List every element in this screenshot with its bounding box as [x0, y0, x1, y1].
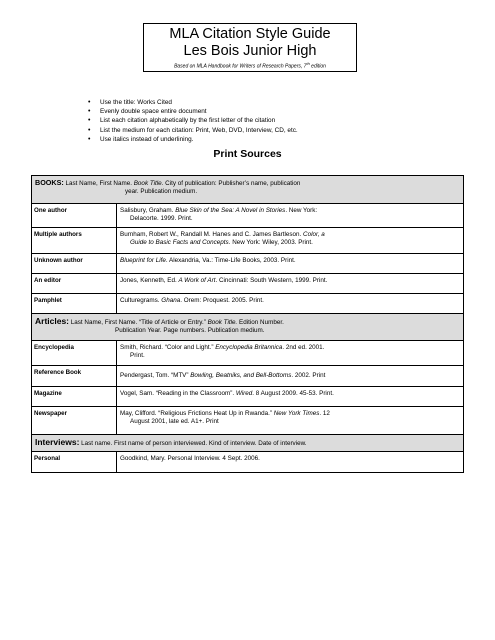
table-row: Personal Goodkind, Mary. Personal Interview. 4 Sept. 2006. [32, 452, 463, 472]
table-row: One author Salisbury, Graham. Blue Skin of the Sea: A Novel in Stories. New York: Delacorte. 1999. Print. [32, 204, 463, 228]
title-box [143, 23, 357, 72]
table-row: Reference Book Pendergast, Tom. “MTV” Bowling, Beatniks, and Bell-Bottoms. 2002. Print [32, 366, 463, 387]
table-row: Multiple authors Burnham, Robert W., Randall M. Hanes and C. James Bartleson. Color, a Guide to Basic Facts and Concepts. New York: Wiley, 2003. Print. [32, 228, 463, 254]
guideline-list [88, 98, 298, 144]
table-row: An editor Jones, Kenneth, Ed. A Work of Art. Cincinnati: South Western, 1999. Print. [32, 274, 463, 294]
list-item: • Use italics instead of underlining. [88, 135, 298, 144]
table-row: Magazine Vogel, Sam. “Reading in the Classroom”. Wired. 8 August 2009. 45-53. Print. [32, 387, 463, 407]
school-name: Les Bois Junior High [183, 43, 317, 59]
citation-table [31, 175, 464, 473]
doc-subtitle: Based on MLA Handbook for Writers of Research Papers, 7th edition [174, 61, 326, 70]
list-item: • List each citation alphabetically by the first letter of the citation [88, 116, 298, 125]
interviews-header: Interviews: Last name. First name of person interviewed. Kind of interview. Date of interview. [32, 435, 463, 452]
table-row: Unknown author Blueprint for Life. Alexandria, Va.: Time-Life Books, 2003. Print. [32, 254, 463, 274]
table-row: Encyclopedia Smith, Richard. “Color and Light.” Encyclopedia Britannica. 2nd ed. 2001. Print. [32, 341, 463, 366]
books-header: BOOKS: Last Name, First Name. Book Title. City of publication: Publisher’s name, publication year. Publication medium. [32, 176, 463, 204]
table-row: Newspaper May, Clifford. “Religious Frictions Heat Up in Rwanda.” New York Times. 12 August 2001, late ed. A1+. Print [32, 407, 463, 435]
list-item: • List the medium for each citation: Print, Web, DVD, Interview, CD, etc. [88, 126, 298, 135]
section-title: Print Sources [213, 148, 282, 160]
table-row: Pamphlet Culturegrams. Ghana. Orem: Proquest. 2005. Print. [32, 294, 463, 314]
list-item: • Use the title: Works Cited [88, 98, 298, 107]
doc-title: MLA Citation Style Guide [169, 26, 331, 42]
articles-header: Articles: Last Name, First Name. “Title of Article or Entry.” Book Title. Edition Number. Publication Year. Page numbers. Publication medium. [32, 314, 463, 341]
list-item: • Evenly double space entire document [88, 107, 298, 116]
